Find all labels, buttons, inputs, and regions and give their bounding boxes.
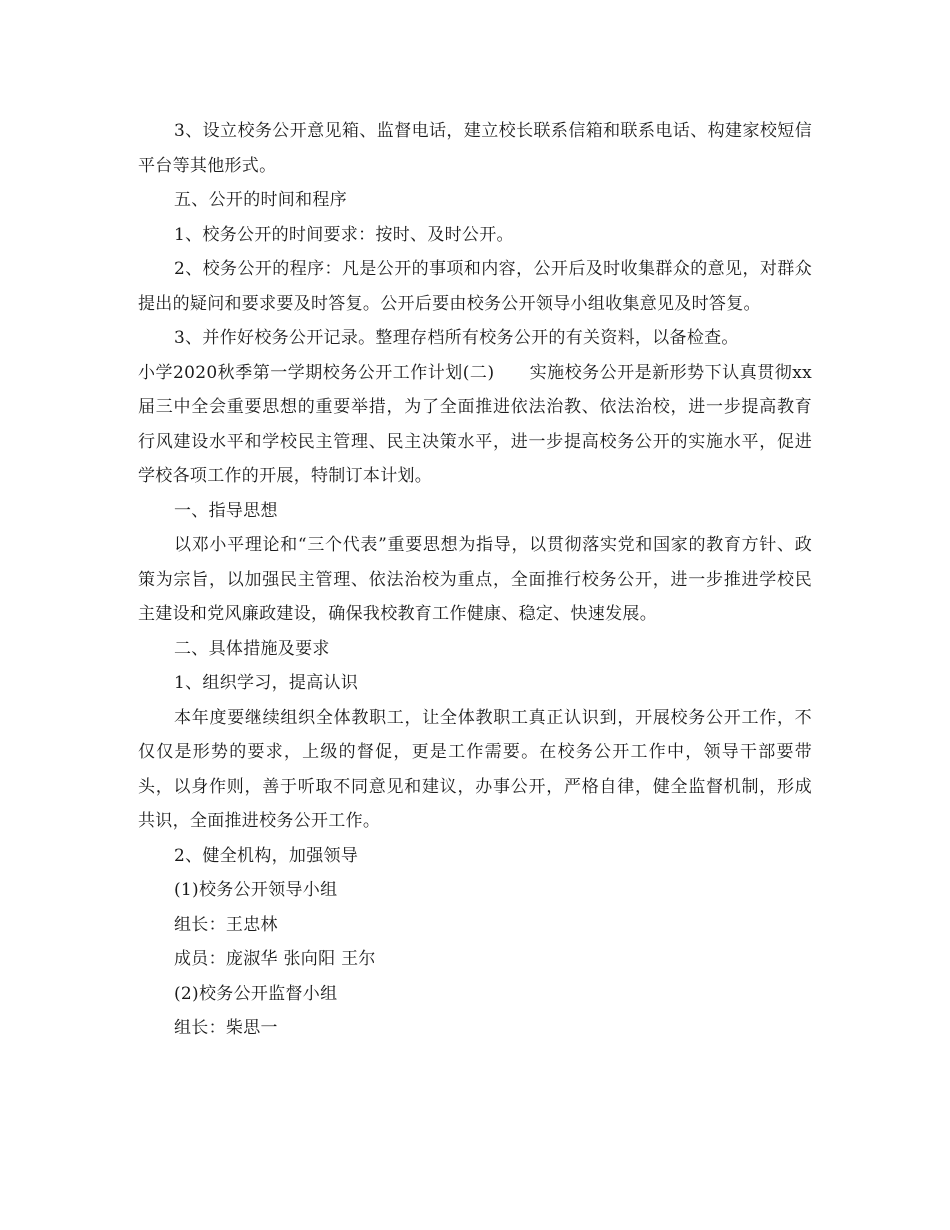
paragraph: 以邓小平理论和“三个代表”重要思想为指导，以贯彻落实党和国家的教育方针、政策为宗旨，以加强民主管理、依法治校为重点，全面推行校务公开，进一步推进学校民主建设和党风廉政建设，确保我校教育工作健康、稳定、快速发展。	[138, 535, 812, 624]
section-heading: 一、指导思想	[174, 500, 278, 521]
group-heading: (2)校务公开监督小组	[174, 983, 338, 1004]
document-body	[138, 114, 812, 1046]
paragraph: 3、设立校务公开意见箱、监督电话，建立校长联系信箱和联系电话、构建家校短信平台等其他形式。	[138, 121, 812, 176]
section-heading: 二、具体措施及要求	[174, 638, 330, 659]
group-leader: 组长：柴思一	[174, 1018, 278, 1038]
group-leader: 组长：王忠林	[174, 914, 278, 935]
subsection-heading: 2、健全机构，加强领导	[174, 845, 359, 866]
plan-title-paragraph: 小学2020秋季第一学期校务公开工作计划(二) 实施校务公开是新形势下认真贯彻xx届三中全会重要思想的重要举措，为了全面推进依法治教、依法治校，进一步提高教育行风建设水平和学校民主管理、民主决策水平，进一步提高校务公开的实施水平，促进学校各项工作的开展，特制订本计划。	[138, 362, 812, 486]
paragraph: 本年度要继续组织全体教职工，让全体教职工真正认识到，开展校务公开工作，不仅仅是形势的要求，上级的督促，更是工作需要。在校务公开工作中，领导干部要带头，以身作则，善于听取不同意见和建议，办事公开，严格自律，健全监督机制，形成共识，全面推进校务公开工作。	[138, 707, 812, 831]
group-heading: (1)校务公开领导小组	[174, 880, 338, 900]
section-heading: 五、公开的时间和程序	[174, 190, 347, 210]
paragraph: 3、并作好校务公开记录。整理存档所有校务公开的有关资料，以备检查。	[174, 328, 739, 348]
group-members: 成员：庞淑华 张向阳 王尔	[174, 949, 376, 969]
subsection-heading: 1、组织学习，提高认识	[174, 673, 359, 693]
paragraph: 1、校务公开的时间要求：按时、及时公开。	[174, 224, 514, 245]
paragraph: 2、校务公开的程序：凡是公开的事项和内容，公开后及时收集群众的意见，对群众提出的疑问和要求要及时答复。公开后要由校务公开领导小组收集意见及时答复。	[138, 259, 812, 314]
